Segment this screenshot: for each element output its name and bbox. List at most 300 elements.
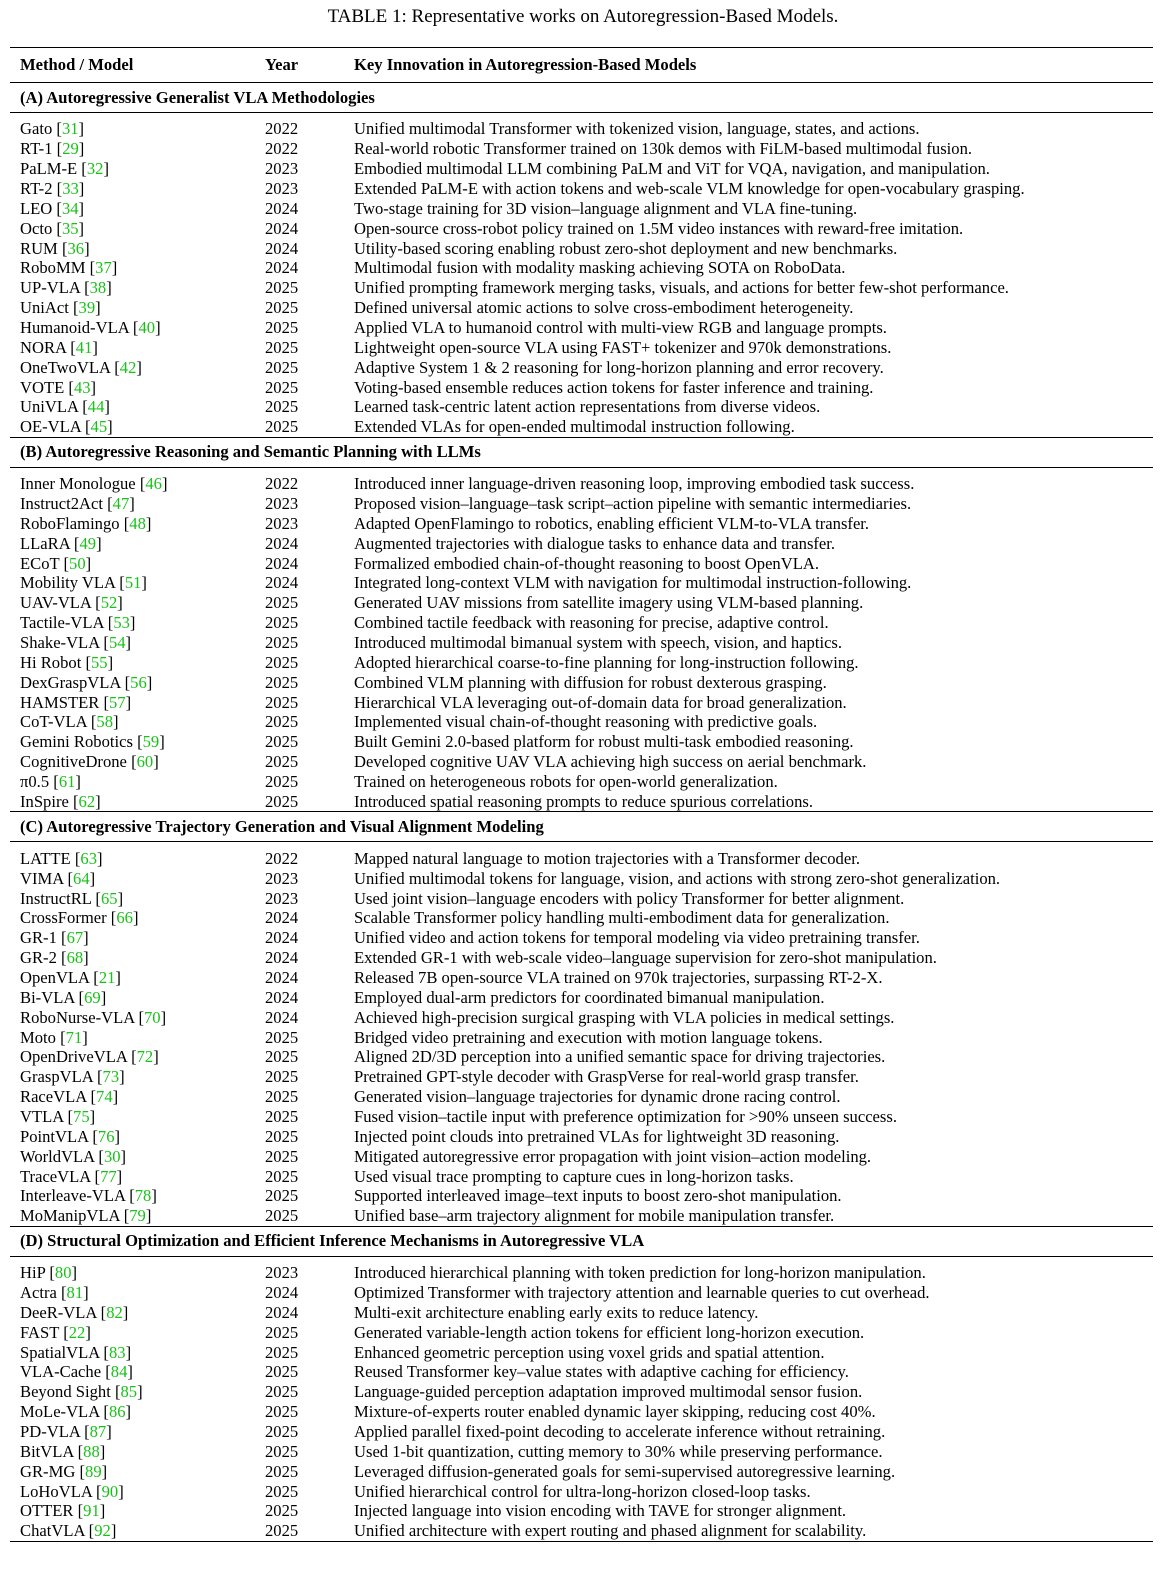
method-cell: SpatialVLA [83] <box>20 1342 132 1362</box>
year-cell: 2025 <box>265 1342 299 1362</box>
table-row <box>10 1107 1153 1127</box>
method-cell: VOTE [43] <box>20 377 97 397</box>
method-name: DexGraspVLA <box>20 672 121 692</box>
header-innovation: Key Innovation in Autoregression-Based Models <box>354 55 697 74</box>
table-row <box>10 1322 1153 1342</box>
method-name: PD-VLA <box>20 1421 80 1441</box>
table-row <box>10 1501 1153 1521</box>
method-cell: FAST [22] <box>20 1322 91 1342</box>
citation-link[interactable]: 75 <box>73 1106 90 1126</box>
citation-link[interactable]: 40 <box>138 318 156 338</box>
method-name: DeeR-VLA <box>20 1302 97 1322</box>
method-name: VOTE <box>20 377 65 397</box>
table-row <box>10 337 1153 357</box>
citation-link[interactable]: 52 <box>100 593 118 613</box>
table-row <box>10 987 1153 1007</box>
method-cell: Gato [31] <box>20 119 85 139</box>
year-cell: 2025 <box>265 357 299 377</box>
table-row <box>10 633 1153 653</box>
year-cell: 2025 <box>265 1047 299 1067</box>
table-row <box>10 119 1153 139</box>
citation-link[interactable]: 45 <box>90 417 108 437</box>
table-row <box>10 474 1153 494</box>
table-row <box>10 848 1153 868</box>
method-cell: PD-VLA [87] <box>20 1421 112 1441</box>
citation-link[interactable]: 63 <box>80 848 97 868</box>
innovation-cell: Reused Transformer key–value states with adaptive caching for efficiency. <box>354 1362 849 1382</box>
innovation-cell: Employed dual-arm predictors for coordinated bimanual manipulation. <box>354 987 825 1007</box>
method-name: LEO <box>20 198 53 218</box>
table-row <box>10 968 1153 988</box>
method-cell: OneTwoVLA [42] <box>20 357 142 377</box>
innovation-cell: Trained on heterogeneous robots for open-world generalization. <box>354 772 778 792</box>
table-row <box>10 908 1153 928</box>
citation-link[interactable]: 77 <box>100 1166 117 1186</box>
citation-link[interactable]: 48 <box>129 513 146 533</box>
method-cell: RoboMM [37] <box>20 258 118 278</box>
citation-link[interactable]: 84 <box>110 1362 128 1382</box>
table-row <box>10 553 1153 573</box>
citation-link[interactable]: 33 <box>62 179 79 198</box>
method-name: Beyond Sight <box>20 1382 111 1402</box>
works-table <box>10 47 1153 1542</box>
method-cell: GR-2 [68] <box>20 948 89 968</box>
citation-link[interactable]: 92 <box>94 1521 111 1541</box>
method-cell: RoboFlamingo [48] <box>20 513 152 533</box>
method-name: VIMA <box>20 868 64 888</box>
innovation-cell: Unified video and action tokens for temporal modeling via video pretraining transfer. <box>354 928 920 948</box>
method-name: Gato <box>20 119 53 139</box>
year-cell: 2025 <box>265 1126 299 1146</box>
innovation-cell: Unified prompting framework merging tasks, visuals, and actions for better few-shot performance. <box>354 278 1009 298</box>
year-cell: 2023 <box>265 1263 299 1283</box>
method-name: HiP <box>20 1263 46 1283</box>
year-cell: 2025 <box>265 1421 299 1441</box>
method-name: GraspVLA <box>20 1067 93 1087</box>
innovation-cell: Proposed vision–language–task script–action pipeline with semantic intermediaries. <box>354 494 912 514</box>
year-cell: 2025 <box>265 1206 299 1226</box>
citation-link[interactable]: 60 <box>136 752 154 772</box>
table-row <box>10 928 1153 948</box>
citation-link[interactable]: 29 <box>62 139 79 159</box>
method-cell: OTTER [91] <box>20 1501 106 1521</box>
table-row <box>10 1126 1153 1146</box>
section-title-a: (A) Autoregressive Generalist VLA Methodologies <box>20 87 375 107</box>
year-cell: 2025 <box>265 1441 299 1461</box>
method-name: Octo <box>20 218 53 238</box>
method-name: VTLA <box>20 1106 64 1126</box>
citation-link[interactable]: 90 <box>101 1481 119 1501</box>
method-name: InSpire <box>20 791 69 811</box>
citation-link[interactable]: 70 <box>144 1007 161 1027</box>
table-row <box>10 1166 1153 1186</box>
method-name: RT-1 <box>20 139 53 159</box>
method-name: Shake-VLA <box>20 633 100 653</box>
method-name: Instruct2Act <box>20 494 103 514</box>
method-name: OpenVLA <box>20 967 90 987</box>
citation-link[interactable]: 41 <box>75 337 93 357</box>
method-cell: Moto [71] <box>20 1027 88 1047</box>
method-cell: MoManipVLA [79] <box>20 1206 152 1226</box>
innovation-cell: Introduced spatial reasoning prompts to reduce spurious correlations. <box>354 791 813 811</box>
method-cell: LLaRA [49] <box>20 533 102 553</box>
citation-link[interactable]: 46 <box>145 474 162 494</box>
citation-link[interactable]: 86 <box>108 1402 126 1422</box>
innovation-cell: Unified multimodal Transformer with tokenized vision, language, states, and actions. <box>354 119 920 139</box>
innovation-cell: Unified base–arm trajectory alignment for mobile manipulation transfer. <box>354 1206 835 1226</box>
innovation-cell: Mapped natural language to motion trajectories with a Transformer decoder. <box>354 848 860 868</box>
citation-link[interactable]: 30 <box>103 1146 121 1166</box>
method-name: OTTER <box>20 1501 74 1521</box>
method-name: FAST <box>20 1322 60 1342</box>
method-cell: ChatVLA [92] <box>20 1521 117 1541</box>
method-cell: CrossFormer [66] <box>20 908 139 928</box>
citation-link[interactable]: 78 <box>134 1186 152 1206</box>
year-cell: 2023 <box>265 888 299 908</box>
table-row <box>10 752 1153 772</box>
citation-link[interactable]: 59 <box>142 732 160 752</box>
method-cell: CognitiveDrone [60] <box>20 752 159 772</box>
year-cell: 2025 <box>265 1166 299 1186</box>
year-cell: 2024 <box>265 967 299 987</box>
innovation-cell: Introduced inner language-driven reasoning loop, improving embodied task success. <box>354 474 915 494</box>
year-cell: 2025 <box>265 318 299 338</box>
year-cell: 2024 <box>265 1302 299 1322</box>
year-cell: 2025 <box>265 1382 299 1402</box>
method-cell: UniVLA [44] <box>20 397 110 417</box>
method-name: Interleave-VLA <box>20 1186 126 1206</box>
citation-link[interactable]: 72 <box>136 1047 154 1067</box>
citation-link[interactable]: 73 <box>102 1067 120 1087</box>
innovation-cell: Implemented visual chain-of-thought reasoning with predictive goals. <box>354 712 818 732</box>
method-cell: BitVLA [88] <box>20 1441 106 1461</box>
method-cell: UAV-VLA [52] <box>20 593 123 613</box>
year-cell: 2025 <box>265 791 299 811</box>
method-cell: UP-VLA [38] <box>20 278 112 298</box>
table-row <box>10 593 1153 613</box>
innovation-cell: Scalable Transformer policy handling multi-embodiment data for generalization. <box>354 908 890 928</box>
method-cell: LoHoVLA [90] <box>20 1481 124 1501</box>
table-row <box>10 692 1153 712</box>
citation-link[interactable]: 61 <box>58 772 76 792</box>
innovation-cell: Adopted hierarchical coarse-to-fine planning for long-instruction following. <box>354 652 859 672</box>
method-name: OE-VLA <box>20 417 81 437</box>
table-row <box>10 1481 1153 1501</box>
innovation-cell: Achieved high-precision surgical grasping with VLA policies in medical settings. <box>354 1007 895 1027</box>
innovation-cell: Unified architecture with expert routing and phased alignment for scalability. <box>354 1521 867 1541</box>
table-row <box>10 1027 1153 1047</box>
citation-link[interactable]: 89 <box>85 1461 102 1481</box>
year-cell: 2025 <box>265 1481 299 1501</box>
innovation-cell: Adaptive System 1 & 2 reasoning for long-horizon planning and error recovery. <box>354 357 884 377</box>
method-name: NORA <box>20 337 67 357</box>
method-cell: Hi Robot [55] <box>20 652 114 672</box>
year-cell: 2025 <box>265 772 299 792</box>
method-cell: Interleave-VLA [78] <box>20 1186 157 1206</box>
innovation-cell: Injected point clouds into pretrained VLAs for lightweight 3D reasoning. <box>354 1126 840 1146</box>
table-row <box>10 1461 1153 1481</box>
method-cell: RoboNurse-VLA [70] <box>20 1007 167 1027</box>
table-row <box>10 513 1153 533</box>
method-cell: OE-VLA [45] <box>20 417 113 437</box>
section-title-b: (B) Autoregressive Reasoning and Semantic Planning with LLMs <box>20 442 481 462</box>
year-cell: 2025 <box>265 1362 299 1382</box>
year-cell: 2025 <box>265 692 299 712</box>
citation-link[interactable]: 38 <box>89 278 107 298</box>
table-row <box>10 218 1153 238</box>
method-name: MoLe-VLA <box>20 1402 100 1422</box>
year-cell: 2022 <box>265 848 299 868</box>
year-cell: 2025 <box>265 278 299 298</box>
table-row <box>10 652 1153 672</box>
innovation-cell: Extended VLAs for open-ended multimodal instruction following. <box>354 417 795 437</box>
method-name: Gemini Robotics <box>20 732 133 752</box>
method-name: Moto <box>20 1027 56 1047</box>
year-cell: 2025 <box>265 1402 299 1422</box>
method-cell: RT-2 [33] <box>20 179 85 198</box>
citation-link[interactable]: 57 <box>108 692 126 712</box>
citation-link[interactable]: 64 <box>73 868 90 888</box>
citation-link[interactable]: 66 <box>116 908 133 928</box>
innovation-cell: Supported interleaved image–text inputs to boost zero-shot manipulation. <box>354 1186 842 1206</box>
year-cell: 2024 <box>265 928 299 948</box>
method-cell: DeeR-VLA [82] <box>20 1302 129 1322</box>
innovation-cell: Generated UAV missions from satellite imagery using VLM-based planning. <box>354 593 864 613</box>
citation-link[interactable]: 81 <box>66 1282 84 1302</box>
method-name: RoboNurse-VLA <box>20 1007 135 1027</box>
method-name: π0.5 <box>20 772 50 792</box>
citation-link[interactable]: 62 <box>78 791 96 811</box>
method-name: CoT-VLA <box>20 712 87 732</box>
citation-link[interactable]: 50 <box>69 553 86 573</box>
method-name: MoManipVLA <box>20 1206 120 1226</box>
method-name: Hi Robot <box>20 652 82 672</box>
header-method: Method / Model <box>20 55 134 74</box>
innovation-cell: Voting-based ensemble reduces action tokens for faster inference and training. <box>354 377 874 397</box>
table-row <box>10 1283 1153 1303</box>
year-cell: 2025 <box>265 1027 299 1047</box>
table-row <box>10 1521 1153 1541</box>
innovation-cell: Language-guided perception adaptation improved multimodal sensor fusion. <box>354 1382 863 1402</box>
innovation-cell: Applied parallel fixed-point decoding to accelerate inference without retraining. <box>354 1421 886 1441</box>
method-cell: LATTE [63] <box>20 848 103 868</box>
section-title-d: (D) Structural Optimization and Efficient Inference Mechanisms in Autoregressive VLA <box>20 1231 645 1251</box>
citation-link[interactable]: 74 <box>96 1087 113 1107</box>
innovation-cell: Built Gemini 2.0-based platform for robust multi-task embodied reasoning. <box>354 732 854 752</box>
table-row <box>10 772 1153 792</box>
method-name: VLA-Cache <box>20 1362 102 1382</box>
table-row <box>10 1067 1153 1087</box>
method-cell: ECoT [50] <box>20 553 92 573</box>
table-row <box>10 1362 1153 1382</box>
method-cell: Beyond Sight [85] <box>20 1382 143 1402</box>
citation-link[interactable]: 22 <box>68 1322 86 1342</box>
citation-link[interactable]: 68 <box>66 948 84 968</box>
year-cell: 2025 <box>265 732 299 752</box>
innovation-cell: Generated vision–language trajectories for dynamic drone racing control. <box>354 1087 841 1107</box>
method-name: PaLM-E <box>20 159 78 179</box>
table-row <box>10 1263 1153 1283</box>
innovation-cell: Unified multimodal tokens for language, vision, and actions with strong zero-shot generalization. <box>354 868 1001 888</box>
table-row <box>10 1007 1153 1027</box>
citation-link[interactable]: 80 <box>54 1263 72 1283</box>
innovation-cell: Aligned 2D/3D perception into a unified semantic space for driving trajectories. <box>354 1047 886 1067</box>
year-cell: 2024 <box>265 258 299 278</box>
year-cell: 2023 <box>265 494 299 514</box>
citation-link[interactable]: 43 <box>73 377 91 397</box>
innovation-cell: Combined VLM planning with diffusion for robust dexterous grasping. <box>354 672 827 692</box>
year-cell: 2025 <box>265 633 299 653</box>
header-year: Year <box>265 55 299 74</box>
innovation-cell: Bridged video pretraining and execution with motion language tokens. <box>354 1027 823 1047</box>
method-name: LLaRA <box>20 533 70 553</box>
method-cell: Humanoid-VLA [40] <box>20 318 161 338</box>
year-cell: 2025 <box>265 593 299 613</box>
citation-link[interactable]: 67 <box>66 928 84 948</box>
method-name: SpatialVLA <box>20 1342 100 1362</box>
citation-link[interactable]: 21 <box>98 967 116 987</box>
year-cell: 2024 <box>265 948 299 968</box>
innovation-cell: Integrated long-context VLM with navigation for multimodal instruction-following. <box>354 573 912 593</box>
method-name: GR-2 <box>20 948 57 968</box>
method-cell: OpenDriveVLA [72] <box>20 1047 159 1067</box>
innovation-cell: Mitigated autoregressive error propagation with joint vision–action modeling. <box>354 1146 872 1166</box>
citation-link[interactable]: 53 <box>113 613 130 633</box>
method-name: Actra <box>20 1282 57 1302</box>
innovation-cell: Extended PaLM-E with action tokens and web-scale VLM knowledge for open-vocabulary grasping. <box>354 179 1025 198</box>
year-cell: 2025 <box>265 1106 299 1126</box>
citation-link[interactable]: 56 <box>130 672 147 692</box>
method-name: HAMSTER <box>20 692 100 712</box>
innovation-cell: Leveraged diffusion-generated goals for semi-supervised autoregressive learning. <box>354 1461 896 1481</box>
table-row <box>10 533 1153 553</box>
year-cell: 2022 <box>265 139 299 159</box>
method-cell: MoLe-VLA [86] <box>20 1402 132 1422</box>
method-cell: Actra [81] <box>20 1282 89 1302</box>
citation-link[interactable]: 76 <box>97 1126 115 1146</box>
citation-link[interactable]: 87 <box>89 1421 107 1441</box>
citation-link[interactable]: 51 <box>124 573 142 593</box>
citation-link[interactable]: 37 <box>95 258 112 278</box>
method-cell: InstructRL [65] <box>20 888 124 908</box>
citation-link[interactable]: 31 <box>61 119 79 139</box>
citation-link[interactable]: 47 <box>112 494 130 514</box>
innovation-cell: Mixture-of-experts router enabled dynamic layer skipping, reducing cost 40%. <box>354 1402 876 1422</box>
innovation-cell: Used joint vision–language encoders with policy Transformer for better alignment. <box>354 888 905 908</box>
year-cell: 2022 <box>265 119 299 139</box>
year-cell: 2025 <box>265 1146 299 1166</box>
table-row <box>10 573 1153 593</box>
citation-link[interactable]: 35 <box>61 218 79 238</box>
method-cell: HAMSTER [57] <box>20 692 132 712</box>
innovation-cell: Applied VLA to humanoid control with multi-view RGB and language prompts. <box>354 318 887 338</box>
year-cell: 2024 <box>265 218 299 238</box>
method-cell: RT-1 [29] <box>20 139 85 159</box>
citation-link[interactable]: 49 <box>79 533 97 553</box>
method-name: BitVLA <box>20 1441 74 1461</box>
method-name: UP-VLA <box>20 278 80 298</box>
table-row <box>10 1206 1153 1226</box>
method-name: WorldVLA <box>20 1146 95 1166</box>
citation-link[interactable]: 83 <box>108 1342 126 1362</box>
citation-link[interactable]: 71 <box>65 1027 83 1047</box>
citation-link[interactable]: 85 <box>120 1382 138 1402</box>
year-cell: 2025 <box>265 613 299 633</box>
year-cell: 2024 <box>265 238 299 258</box>
method-cell: NORA [41] <box>20 337 98 357</box>
citation-link[interactable]: 79 <box>129 1206 146 1226</box>
method-name: GR-1 <box>20 928 57 948</box>
method-name: UAV-VLA <box>20 593 91 613</box>
method-name: Humanoid-VLA <box>20 318 129 338</box>
year-cell: 2025 <box>265 1501 299 1521</box>
table-row <box>10 1402 1153 1422</box>
innovation-cell: Enhanced geometric perception using voxel grids and spatial attention. <box>354 1342 825 1362</box>
citation-link[interactable]: 44 <box>87 397 105 417</box>
citation-link[interactable]: 39 <box>78 298 96 318</box>
year-cell: 2025 <box>265 397 299 417</box>
table-header <box>10 48 1153 82</box>
year-cell: 2025 <box>265 1521 299 1541</box>
citation-link[interactable]: 54 <box>108 633 126 653</box>
citation-link[interactable]: 91 <box>83 1501 100 1521</box>
table-row <box>10 792 1153 812</box>
citation-link[interactable]: 88 <box>83 1441 100 1461</box>
innovation-cell: Two-stage training for 3D vision–language alignment and VLA fine-tuning. <box>354 198 858 218</box>
method-cell: UniAct [39] <box>20 298 101 318</box>
citation-link[interactable]: 42 <box>119 357 137 377</box>
section-title-c: (C) Autoregressive Trajectory Generation and Visual Alignment Modeling <box>20 816 544 836</box>
method-name: Mobility VLA <box>20 573 116 593</box>
innovation-cell: Used visual trace prompting to capture cues in long-horizon tasks. <box>354 1166 794 1186</box>
citation-link[interactable]: 69 <box>84 987 101 1007</box>
table-row <box>10 258 1153 278</box>
table-row <box>10 198 1153 218</box>
method-cell: Tactile-VLA [53] <box>20 613 136 633</box>
year-cell: 2025 <box>265 1087 299 1107</box>
method-cell: Shake-VLA [54] <box>20 633 132 653</box>
innovation-cell: Used 1-bit quantization, cutting memory to 30% while preserving performance. <box>354 1441 883 1461</box>
year-cell: 2025 <box>265 1186 299 1206</box>
method-name: RT-2 <box>20 179 53 198</box>
citation-link[interactable]: 65 <box>100 888 118 908</box>
citation-link[interactable]: 34 <box>61 198 79 218</box>
citation-link[interactable]: 82 <box>106 1302 123 1322</box>
method-cell: PaLM-E [32] <box>20 159 109 179</box>
method-name: RoboMM <box>20 258 86 278</box>
table-row <box>10 417 1153 437</box>
table-row <box>10 732 1153 752</box>
method-name: OneTwoVLA <box>20 357 111 377</box>
year-cell: 2024 <box>265 553 299 573</box>
table-row <box>10 1441 1153 1461</box>
method-name: ChatVLA <box>20 1521 85 1541</box>
citation-link[interactable]: 58 <box>96 712 113 732</box>
citation-link[interactable]: 55 <box>91 652 108 672</box>
citation-link[interactable]: 36 <box>67 238 85 258</box>
citation-link[interactable]: 32 <box>86 159 104 179</box>
table-row <box>10 948 1153 968</box>
innovation-cell: Formalized embodied chain-of-thought reasoning to boost OpenVLA. <box>354 553 819 573</box>
method-cell: HiP [80] <box>20 1263 78 1283</box>
innovation-cell: Fused vision–tactile input with preference optimization for >90% unseen success. <box>354 1106 897 1126</box>
method-cell: Inner Monologue [46] <box>20 474 168 494</box>
year-cell: 2025 <box>265 1461 299 1481</box>
innovation-cell: Introduced hierarchical planning with token prediction for long-horizon manipulation. <box>354 1263 926 1283</box>
method-name: Inner Monologue <box>20 474 136 494</box>
method-cell: RaceVLA [74] <box>20 1087 119 1107</box>
table-caption: TABLE 1: Representative works on Autoregression-Based Models. <box>327 6 839 27</box>
